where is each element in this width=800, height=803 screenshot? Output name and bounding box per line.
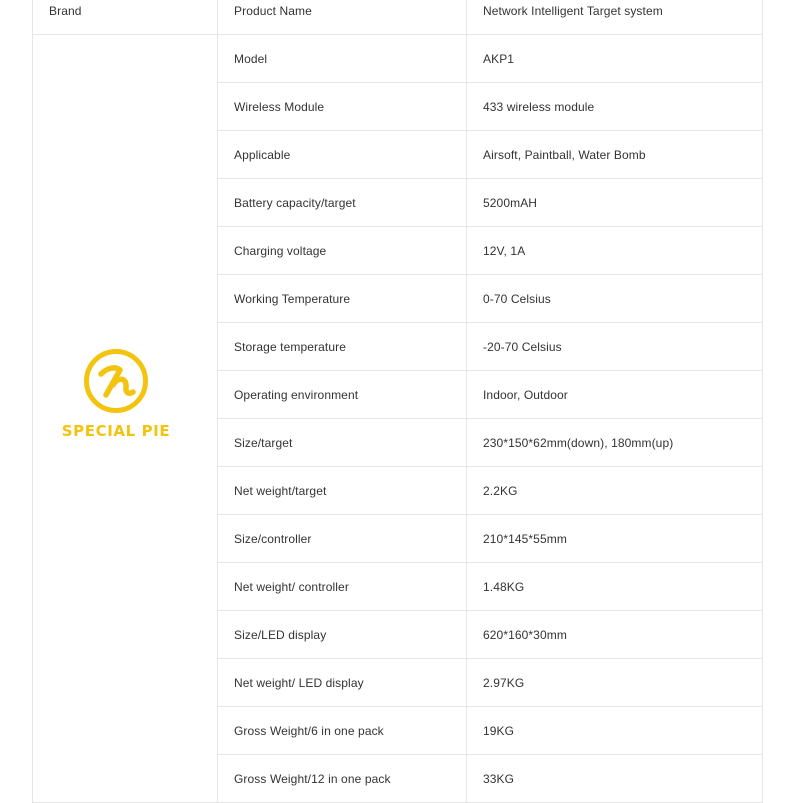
spec-label: Net weight/ controller (218, 563, 467, 611)
brand-logo (62, 348, 170, 440)
spec-label: Gross Weight/6 in one pack (218, 707, 467, 755)
spec-label: Net weight/ LED display (218, 659, 467, 707)
brand-label: Brand (49, 3, 82, 18)
product-name-label: Product Name (234, 3, 312, 18)
spec-value: 19KG (467, 707, 763, 755)
spec-value: -20-70 Celsius (467, 323, 763, 371)
spec-label: Charging voltage (218, 227, 467, 275)
spec-label: Storage temperature (218, 323, 467, 371)
spec-label: Operating environment (218, 371, 467, 419)
spec-label: Wireless Module (218, 83, 467, 131)
brand-logo-text: SPECIAL PIE (61, 421, 171, 440)
spec-label: Size/LED display (218, 611, 467, 659)
table-row (33, 35, 763, 83)
spec-value: 33KG (467, 755, 763, 803)
spec-value: 0-70 Celsius (467, 275, 763, 323)
spec-label: Size/controller (218, 515, 467, 563)
spec-value: Indoor, Outdoor (467, 371, 763, 419)
spec-value: 12V, 1A (467, 227, 763, 275)
spec-value: Airsoft, Paintball, Water Bomb (467, 131, 763, 179)
spec-table (32, 0, 763, 803)
spec-value: AKP1 (467, 35, 763, 83)
spec-value: 1.48KG (467, 563, 763, 611)
spec-label: Applicable (218, 131, 467, 179)
spec-label: Net weight/target (218, 467, 467, 515)
spec-value: 230*150*62mm(down), 180mm(up) (467, 419, 763, 467)
product-name-header-cell (218, 0, 467, 35)
special-pie-logo-icon (83, 348, 149, 414)
spec-value: 210*145*55mm (467, 515, 763, 563)
product-name-value: Network Intelligent Target system (483, 3, 663, 18)
spec-value: 433 wireless module (467, 83, 763, 131)
table-header-row (33, 0, 763, 35)
spec-value: 2.97KG (467, 659, 763, 707)
spec-value: 620*160*30mm (467, 611, 763, 659)
spec-label: Size/target (218, 419, 467, 467)
spec-value: 2.2KG (467, 467, 763, 515)
brand-header-cell (33, 0, 218, 35)
spec-label: Working Temperature (218, 275, 467, 323)
brand-logo-cell (33, 35, 218, 803)
spec-value: 5200mAH (467, 179, 763, 227)
spec-label: Gross Weight/12 in one pack (218, 755, 467, 803)
spec-label: Battery capacity/target (218, 179, 467, 227)
product-name-value-cell (467, 0, 763, 35)
spec-label: Model (218, 35, 467, 83)
